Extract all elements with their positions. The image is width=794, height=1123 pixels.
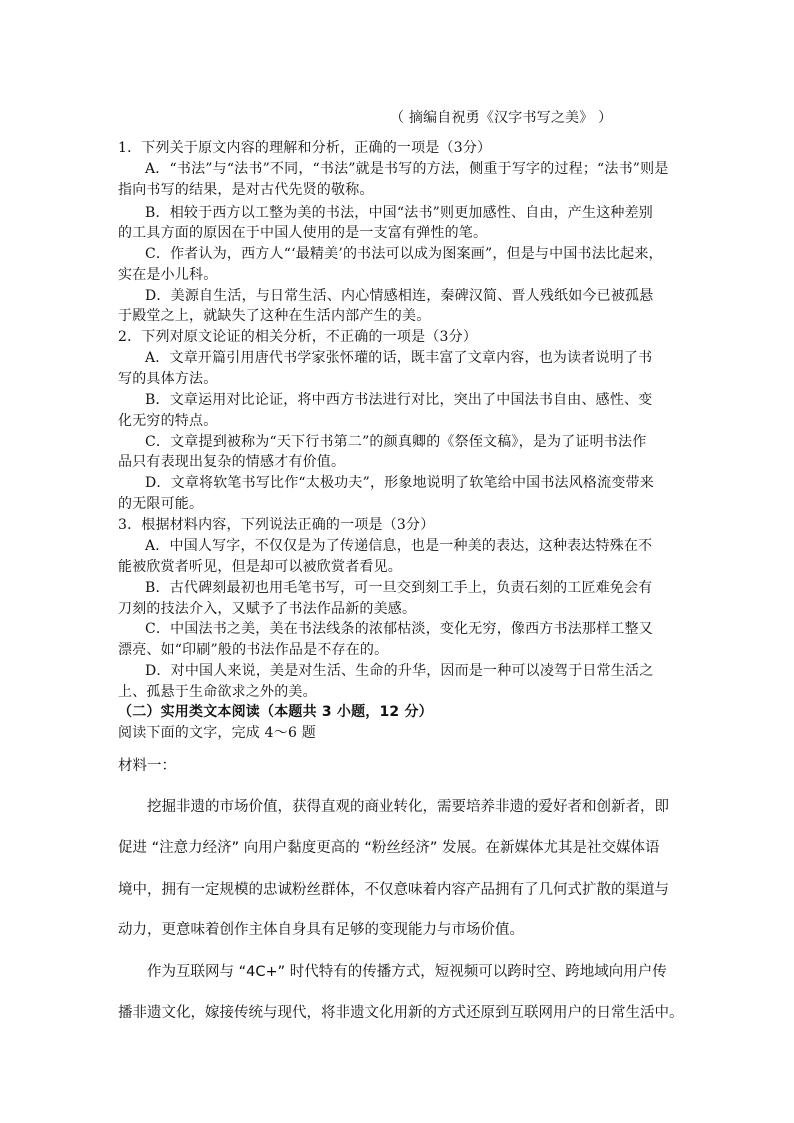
q3-option-a-cont: 能被欣赏者听见，但是却可以被欣赏者看见。: [118, 559, 402, 575]
material-paragraph-1-line-4: 动力，更意味着创作主体自身具有足够的变现能力与市场价值。: [118, 922, 524, 938]
q3-option-b-cont: 刀刻的技法介入，又赋予了书法作品新的美感。: [118, 601, 417, 617]
q2-option-c-cont: 品只有表现出复杂的情感才有价值。: [118, 454, 346, 470]
q3-stem: 3．根据材料内容，下列说法正确的一项是（3分）: [118, 517, 435, 533]
q2-option-c: C．文章提到被称为“天下行书第二”的颜真卿的《祭侄文稿》，是为了证明书法作: [145, 434, 647, 450]
q3-option-c: C．中国法书之美，美在书法线条的浓郁枯淡，变化无穷，像西方书法那样工整又: [145, 621, 653, 637]
q1-option-c: C．作者认为，西方人“‘最精美’的书法可以成为图案画”，但是与中国书法比起来，: [145, 246, 663, 262]
q1-option-d-cont: 于殿堂之上，就缺失了这种在生活内部产生的美。: [118, 308, 431, 324]
q1-stem: 1．下列关于原文内容的理解和分析，正确的一项是（3分）: [118, 140, 492, 156]
material-paragraph-1-line-3: 境中，拥有一定规模的忠诚粉丝群体，不仅意味着内容产品拥有了几何式扩散的渠道与: [118, 882, 669, 898]
material-paragraph-1-line-1: 挖掘非遗的市场价值，获得直观的商业转化，需要培养非遗的爱好者和创新者，即: [147, 799, 669, 815]
q1-option-d: D．美源自生活，与日常生活、内心情感相连，秦碑汉简、晋人残纸如今已被孤悬: [145, 288, 654, 304]
q2-option-d-cont: 的无限可能。: [118, 496, 204, 512]
section-heading: （二）实用类文本阅读（本题共 3 小题，12 分）: [118, 704, 433, 720]
section-instruction: 阅读下面的文字，完成 4～6 题: [118, 725, 316, 741]
q2-stem: 2．下列对原文论证的相关分析，不正确的一项是（3分）: [118, 329, 478, 345]
q1-option-c-cont: 实在是小儿科。: [118, 267, 218, 283]
q3-option-b: B．古代碑刻最初也用毛笔书写，可一旦交到刻工手上，负责石刻的工匠难免会有: [145, 580, 653, 596]
q1-option-b: B．相较于西方以工整为美的书法，中国“法书”则更加感性、自由，产生这种差别: [145, 205, 654, 221]
q2-option-d: D．文章将软笔书写比作“太极功夫”，形象地说明了软笔给中国书法风格流变带来: [145, 475, 654, 491]
q1-option-a-cont: 指向书写的结果，是对古代先贤的敬称。: [118, 182, 374, 198]
q3-option-d: D．对中国人来说，美是对生活、生命的升华，因而是一种可以凌驾于日常生活之: [145, 663, 654, 679]
q2-option-a: A．文章开篇引用唐代书学家张怀瓘的话，既丰富了文章内容，也为读者说明了书: [145, 350, 653, 366]
q3-option-d-cont: 上、孤悬于生命欲求之外的美。: [118, 684, 317, 700]
q2-option-a-cont: 写的具体方法。: [118, 371, 218, 387]
q2-option-b-cont: 化无穷的特点。: [118, 413, 218, 429]
material-label: 材料一：: [118, 758, 176, 774]
q2-option-b: B．文章运用对比论证，将中西方书法进行对比，突出了中国法书自由、感性、变: [145, 392, 653, 408]
q3-option-c-cont: 漂亮、如“印刷”般的书法作品是不存在的。: [118, 642, 389, 658]
q1-option-b-cont: 的工具方面的原因在于中国人使用的是一支富有弹性的笔。: [118, 225, 488, 241]
material-paragraph-1-line-2: 促进 “注意力经济” 向用户黏度更高的 “粉丝经济” 发展。在新媒体尤其是社交媒体语: [118, 840, 660, 856]
q3-option-a: A．中国人写字，不仅仅是为了传递信息，也是一种美的表达，这种表达特殊在不: [145, 538, 653, 554]
material-paragraph-2-line-2: 播非遗文化，嫁接传统与现代，将非遗文化用新的方式还原到互联网用户的日常生活中。: [118, 1005, 684, 1021]
source-citation: （ 摘编自祝勇《汉字书写之美》 ）: [390, 110, 613, 126]
q1-option-a: A．“书法”与“法书”不同，“书法”就是书写的方法，侧重于写字的过程；“法书”则是: [145, 161, 669, 177]
material-paragraph-2-line-1: 作为互联网与 “4C+” 时代特有的传播方式，短视频可以跨时空、跨地域向用户传: [147, 964, 667, 980]
